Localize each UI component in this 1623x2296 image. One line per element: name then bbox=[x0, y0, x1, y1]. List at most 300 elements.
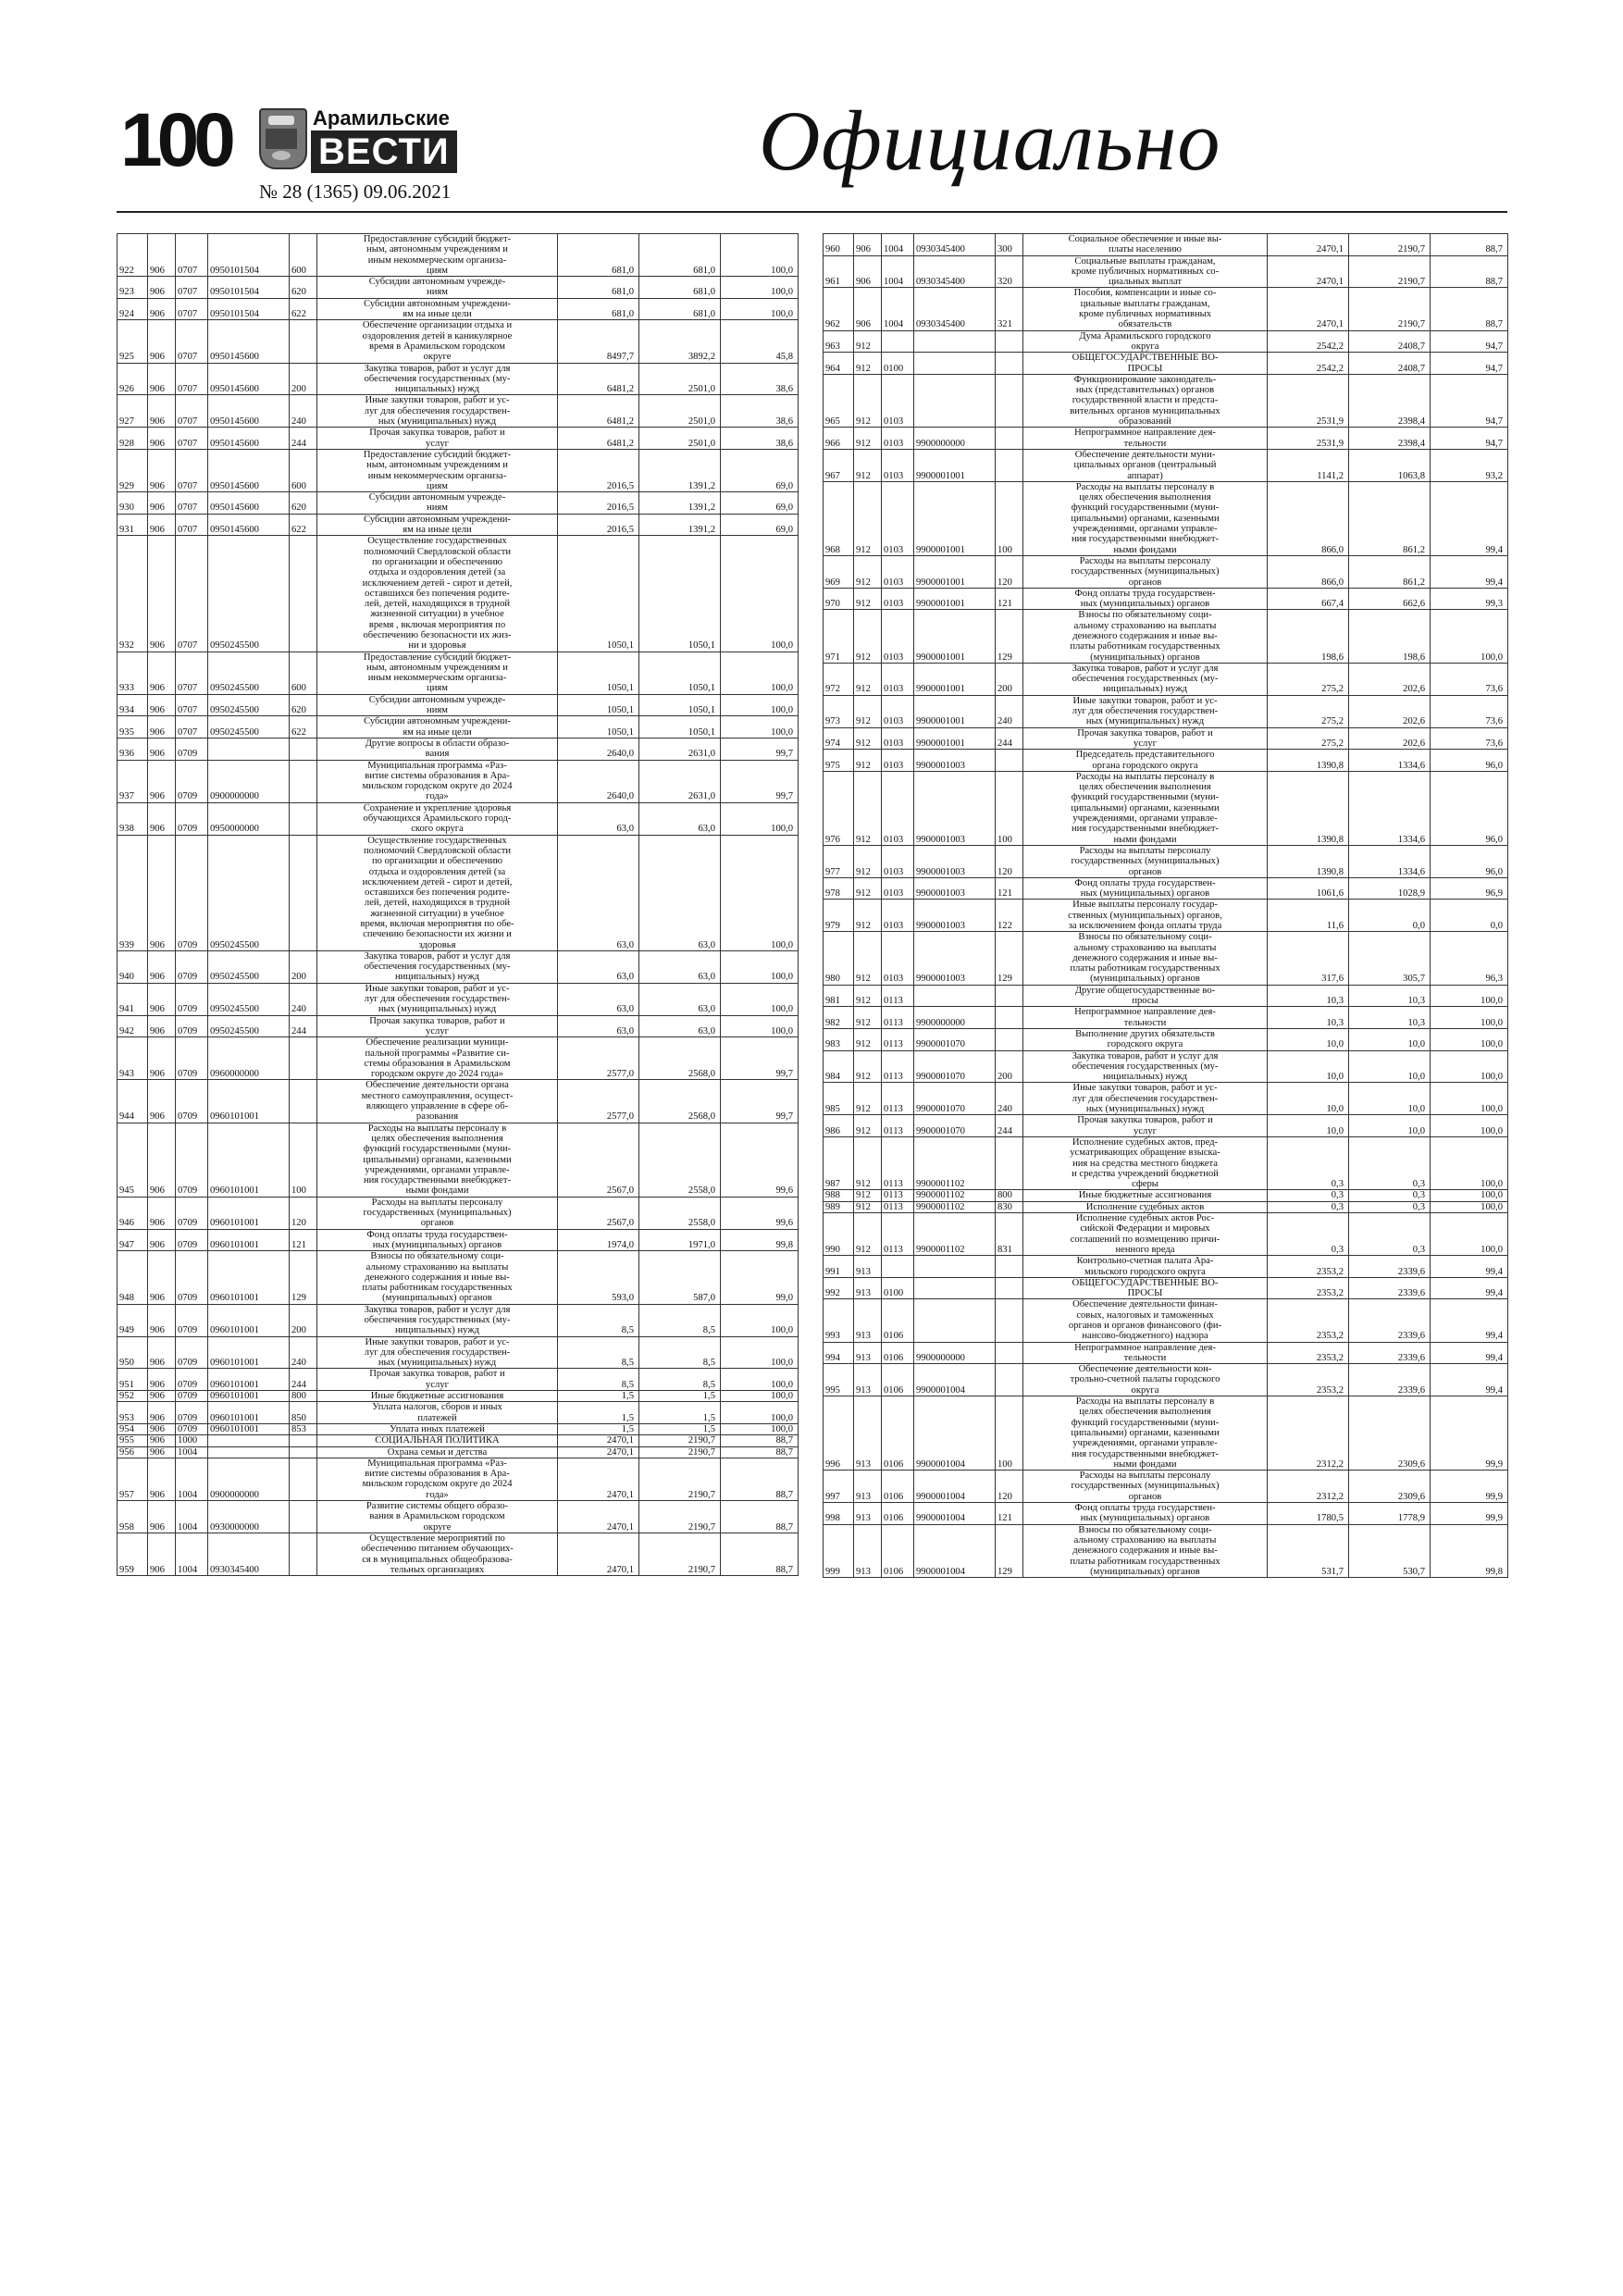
row-description: Закупка товаров, работ и услуг для обеспечения государственных (му- ниципальных) нужд bbox=[317, 363, 558, 395]
org-code: 912 bbox=[854, 1190, 882, 1201]
expense-type bbox=[996, 1256, 1023, 1278]
execution-percent: 88,7 bbox=[721, 1501, 799, 1533]
expense-type bbox=[290, 1533, 317, 1575]
table-row bbox=[824, 555, 1508, 588]
row-description: Пособия, компенсации и иные со- циальные выплаты гражданам, кроме публичных нормативных обязательств bbox=[1023, 288, 1268, 330]
table-row bbox=[118, 1229, 799, 1251]
planned-amount: 8,5 bbox=[558, 1336, 639, 1369]
planned-amount: 2531,9 bbox=[1268, 428, 1349, 450]
section-code: 0709 bbox=[176, 1336, 208, 1369]
execution-percent: 96,0 bbox=[1431, 845, 1508, 877]
planned-amount: 2577,0 bbox=[558, 1037, 639, 1080]
table-row bbox=[824, 353, 1508, 375]
row-description: Социальное обеспечение и иные вы- платы населению bbox=[1023, 234, 1268, 256]
section-code: 0707 bbox=[176, 694, 208, 716]
section-code: 0106 bbox=[882, 1299, 914, 1342]
expense-type: 129 bbox=[996, 1524, 1023, 1577]
org-code: 912 bbox=[854, 932, 882, 985]
right-column bbox=[823, 233, 1507, 1578]
expense-type: 850 bbox=[290, 1402, 317, 1424]
target-article: 9900001003 bbox=[914, 877, 996, 900]
execution-percent: 88,7 bbox=[721, 1435, 799, 1446]
row-number: 940 bbox=[118, 950, 148, 983]
actual-amount: 2398,4 bbox=[1349, 428, 1431, 450]
row-number: 983 bbox=[824, 1028, 854, 1050]
expense-type: 830 bbox=[996, 1201, 1023, 1212]
actual-amount: 2190,7 bbox=[639, 1446, 721, 1458]
target-article bbox=[914, 1277, 996, 1299]
actual-amount: 0,3 bbox=[1349, 1201, 1431, 1212]
target-article: 0900000000 bbox=[208, 760, 290, 802]
row-description: Обеспечение деятельности кон- трольно-счетной палаты городского округа bbox=[1023, 1364, 1268, 1396]
execution-percent: 99,7 bbox=[721, 738, 799, 760]
row-description: Расходы на выплаты персоналу государственных (муниципальных) органов bbox=[1023, 1471, 1268, 1503]
execution-percent: 99,3 bbox=[1431, 588, 1508, 610]
row-description: Взносы по обязательному соци- альному страхованию на выплаты денежного содержания и иные вы- платы работникам государственных (муниципальных) органов bbox=[317, 1251, 558, 1304]
target-article: 0960101001 bbox=[208, 1080, 290, 1123]
actual-amount: 2398,4 bbox=[1349, 374, 1431, 427]
planned-amount: 2470,1 bbox=[558, 1458, 639, 1500]
section-code: 0113 bbox=[882, 1007, 914, 1029]
expense-type: 244 bbox=[290, 1369, 317, 1391]
actual-amount: 1,5 bbox=[639, 1423, 721, 1434]
expense-type bbox=[290, 1501, 317, 1533]
org-code: 912 bbox=[854, 330, 882, 353]
row-description: Контрольно-счетная палата Ара- мильского городского округа bbox=[1023, 1256, 1268, 1278]
expense-type bbox=[996, 1007, 1023, 1029]
row-description: Сохранение и укрепление здоровья обучающихся Арамильского город- ского округа bbox=[317, 802, 558, 835]
planned-amount: 1974,0 bbox=[558, 1229, 639, 1251]
section-code: 0709 bbox=[176, 1037, 208, 1080]
execution-percent: 99,4 bbox=[1431, 555, 1508, 588]
target-article: 9900001102 bbox=[914, 1201, 996, 1212]
target-article bbox=[914, 1299, 996, 1342]
expense-type: 600 bbox=[290, 449, 317, 491]
row-number: 952 bbox=[118, 1391, 148, 1402]
org-code: 913 bbox=[854, 1256, 882, 1278]
org-code: 913 bbox=[854, 1364, 882, 1396]
table-row bbox=[824, 1201, 1508, 1212]
target-article: 0960000000 bbox=[208, 1037, 290, 1080]
logo-100: 100 bbox=[120, 98, 230, 182]
row-description: Дума Арамильского городского округа bbox=[1023, 330, 1268, 353]
row-number: 965 bbox=[824, 374, 854, 427]
target-article: 9900001003 bbox=[914, 845, 996, 877]
section-code: 0103 bbox=[882, 374, 914, 427]
row-number: 979 bbox=[824, 900, 854, 932]
target-article: 0950245500 bbox=[208, 716, 290, 738]
table-row bbox=[118, 760, 799, 802]
planned-amount: 0,3 bbox=[1268, 1136, 1349, 1189]
expense-type: 240 bbox=[290, 983, 317, 1015]
org-code: 913 bbox=[854, 1396, 882, 1471]
planned-amount: 10,0 bbox=[1268, 1028, 1349, 1050]
actual-amount: 63,0 bbox=[639, 802, 721, 835]
row-number: 939 bbox=[118, 835, 148, 950]
execution-percent: 100,0 bbox=[1431, 1115, 1508, 1137]
execution-percent: 100,0 bbox=[1431, 1190, 1508, 1201]
execution-percent: 99,8 bbox=[1431, 1524, 1508, 1577]
row-description: ОБЩЕГОСУДАРСТВЕННЫЕ ВО- ПРОСЫ bbox=[1023, 353, 1268, 375]
expense-type bbox=[996, 1028, 1023, 1050]
actual-amount: 662,6 bbox=[1349, 588, 1431, 610]
target-article: 9900001001 bbox=[914, 695, 996, 727]
execution-percent: 100,0 bbox=[721, 298, 799, 320]
execution-percent: 100,0 bbox=[721, 277, 799, 299]
planned-amount: 2470,1 bbox=[558, 1501, 639, 1533]
section-code: 0103 bbox=[882, 610, 914, 663]
planned-amount: 2312,2 bbox=[1268, 1396, 1349, 1471]
row-number: 951 bbox=[118, 1369, 148, 1391]
expense-type: 200 bbox=[290, 950, 317, 983]
execution-percent: 73,6 bbox=[1431, 663, 1508, 695]
table-row bbox=[118, 1446, 799, 1458]
org-code: 906 bbox=[148, 1080, 176, 1123]
expense-type: 244 bbox=[996, 727, 1023, 750]
expense-type bbox=[290, 738, 317, 760]
target-article: 9900001001 bbox=[914, 449, 996, 481]
actual-amount: 2309,6 bbox=[1349, 1471, 1431, 1503]
row-description: Прочая закупка товаров, работ и услуг bbox=[1023, 1115, 1268, 1137]
execution-percent: 99,6 bbox=[721, 1197, 799, 1229]
expense-type bbox=[290, 1435, 317, 1446]
row-description: Закупка товаров, работ и услуг для обеспечения государственных (му- ниципальных) нужд bbox=[317, 950, 558, 983]
actual-amount: 10,0 bbox=[1349, 1050, 1431, 1083]
row-description: Осуществление мероприятий по обеспечению питанием обучающих- ся в муниципальных общеобразова- тельных организациях bbox=[317, 1533, 558, 1575]
row-description: СОЦИАЛЬНАЯ ПОЛИТИКА bbox=[317, 1435, 558, 1446]
expense-type: 600 bbox=[290, 234, 317, 277]
expense-type: 300 bbox=[996, 234, 1023, 256]
execution-percent: 100,0 bbox=[721, 234, 799, 277]
expense-type: 129 bbox=[996, 610, 1023, 663]
target-article: 0960101001 bbox=[208, 1391, 290, 1402]
org-code: 913 bbox=[854, 1299, 882, 1342]
org-code: 906 bbox=[148, 1446, 176, 1458]
expense-type bbox=[996, 1277, 1023, 1299]
expense-type: 620 bbox=[290, 694, 317, 716]
section-code: 0106 bbox=[882, 1524, 914, 1577]
planned-amount: 63,0 bbox=[558, 1015, 639, 1037]
table-row bbox=[118, 1251, 799, 1304]
planned-amount: 2353,2 bbox=[1268, 1256, 1349, 1278]
issue-number: № 28 (1365) 09.06.2021 bbox=[259, 180, 452, 203]
org-code: 912 bbox=[854, 555, 882, 588]
row-number: 942 bbox=[118, 1015, 148, 1037]
planned-amount: 2470,1 bbox=[1268, 234, 1349, 256]
section-code: 1004 bbox=[176, 1501, 208, 1533]
row-number: 943 bbox=[118, 1037, 148, 1080]
section-code: 1004 bbox=[176, 1446, 208, 1458]
header-divider bbox=[117, 211, 1507, 213]
row-number: 981 bbox=[824, 985, 854, 1007]
execution-percent: 93,2 bbox=[1431, 449, 1508, 481]
table-row bbox=[824, 727, 1508, 750]
planned-amount: 2567,0 bbox=[558, 1197, 639, 1229]
table-row bbox=[118, 1402, 799, 1424]
table-row bbox=[824, 449, 1508, 481]
section-code: 0707 bbox=[176, 277, 208, 299]
expense-type: 121 bbox=[996, 877, 1023, 900]
execution-percent: 94,7 bbox=[1431, 330, 1508, 353]
expense-type bbox=[290, 1080, 317, 1123]
expense-type: 620 bbox=[290, 492, 317, 515]
row-description: Расходы на выплаты персоналу в целях обеспечения выполнения функций государственными (муни- ципальными) органами, казенными учреждениями, органами управле- ния государственными внебюджет- ными фондами bbox=[1023, 771, 1268, 845]
target-article bbox=[914, 353, 996, 375]
table-row bbox=[824, 1277, 1508, 1299]
section-code: 0103 bbox=[882, 449, 914, 481]
table-row bbox=[824, 330, 1508, 353]
expense-type: 122 bbox=[996, 900, 1023, 932]
row-number: 954 bbox=[118, 1423, 148, 1434]
target-article: 9900001102 bbox=[914, 1190, 996, 1201]
section-code: 0709 bbox=[176, 983, 208, 1015]
row-number: 988 bbox=[824, 1190, 854, 1201]
planned-amount: 6481,2 bbox=[558, 395, 639, 428]
actual-amount: 3892,2 bbox=[639, 320, 721, 363]
section-code: 0709 bbox=[176, 1197, 208, 1229]
target-article: 0950145600 bbox=[208, 320, 290, 363]
target-article: 0930345400 bbox=[914, 255, 996, 288]
actual-amount: 1334,6 bbox=[1349, 771, 1431, 845]
section-code: 0113 bbox=[882, 1083, 914, 1115]
target-article: 0950145600 bbox=[208, 395, 290, 428]
execution-percent: 99,4 bbox=[1431, 1299, 1508, 1342]
table-row bbox=[118, 1501, 799, 1533]
execution-percent: 99,7 bbox=[721, 1037, 799, 1080]
org-code: 906 bbox=[148, 1123, 176, 1197]
planned-amount: 866,0 bbox=[1268, 481, 1349, 555]
row-description: Закупка товаров, работ и услуг для обеспечения государственных (му- ниципальных) нужд bbox=[1023, 663, 1268, 695]
row-number: 992 bbox=[824, 1277, 854, 1299]
org-code: 912 bbox=[854, 845, 882, 877]
target-article: 9900001102 bbox=[914, 1213, 996, 1256]
section-code: 0709 bbox=[176, 1123, 208, 1197]
actual-amount: 2190,7 bbox=[639, 1458, 721, 1500]
row-description: Председатель представительного органа городского округа bbox=[1023, 750, 1268, 772]
planned-amount: 63,0 bbox=[558, 983, 639, 1015]
row-description: Иные бюджетные ассигнования bbox=[1023, 1190, 1268, 1201]
expense-type bbox=[996, 985, 1023, 1007]
table-row bbox=[118, 1336, 799, 1369]
org-code: 906 bbox=[148, 983, 176, 1015]
row-number: 932 bbox=[118, 536, 148, 652]
org-code: 906 bbox=[148, 1229, 176, 1251]
table-row bbox=[118, 1080, 799, 1123]
table-row bbox=[824, 481, 1508, 555]
section-code: 0707 bbox=[176, 492, 208, 515]
org-code: 906 bbox=[148, 428, 176, 450]
row-number: 922 bbox=[118, 234, 148, 277]
row-description: Другие вопросы в области образо- вания bbox=[317, 738, 558, 760]
planned-amount: 1050,1 bbox=[558, 652, 639, 694]
execution-percent: 99,9 bbox=[1431, 1503, 1508, 1525]
org-code: 912 bbox=[854, 1136, 882, 1189]
row-description: Расходы на выплаты персоналу государственных (муниципальных) органов bbox=[1023, 845, 1268, 877]
execution-percent: 96,0 bbox=[1431, 750, 1508, 772]
org-code: 906 bbox=[148, 395, 176, 428]
section-code: 0113 bbox=[882, 1115, 914, 1137]
expense-type bbox=[290, 536, 317, 652]
section-code: 0103 bbox=[882, 932, 914, 985]
planned-amount: 8,5 bbox=[558, 1369, 639, 1391]
row-number: 949 bbox=[118, 1304, 148, 1336]
section-code: 0106 bbox=[882, 1342, 914, 1364]
actual-amount: 2501,0 bbox=[639, 428, 721, 450]
section-code: 0106 bbox=[882, 1396, 914, 1471]
planned-amount: 2353,2 bbox=[1268, 1299, 1349, 1342]
target-article: 9900001004 bbox=[914, 1524, 996, 1577]
table-row bbox=[118, 234, 799, 277]
org-code: 912 bbox=[854, 1115, 882, 1137]
table-row bbox=[824, 932, 1508, 985]
target-article: 0950245500 bbox=[208, 950, 290, 983]
table-row bbox=[824, 1115, 1508, 1137]
org-code: 913 bbox=[854, 1342, 882, 1364]
section-code: 0707 bbox=[176, 363, 208, 395]
expense-type: 129 bbox=[996, 932, 1023, 985]
execution-percent: 38,6 bbox=[721, 363, 799, 395]
section-code: 1004 bbox=[882, 255, 914, 288]
actual-amount: 0,3 bbox=[1349, 1213, 1431, 1256]
org-code: 906 bbox=[148, 835, 176, 950]
row-description: Осуществление государственных полномочий Свердловской области по организации и обеспечению отдыха и оздоровления детей (за исключением детей - сирот и детей, оставшихся без попечения родите- лей, детей, находящихся в трудной жизненной ситуации) в учебное время , включая мероприятия по обеспечению безопасности их жиз- ни и здоровья bbox=[317, 536, 558, 652]
execution-percent: 88,7 bbox=[721, 1458, 799, 1500]
planned-amount: 681,0 bbox=[558, 277, 639, 299]
execution-percent: 100,0 bbox=[721, 1423, 799, 1434]
execution-percent: 96,0 bbox=[1431, 771, 1508, 845]
row-description: Фонд оплаты труда государствен- ных (муниципальных) органов bbox=[317, 1229, 558, 1251]
execution-percent: 100,0 bbox=[1431, 1050, 1508, 1083]
row-number: 946 bbox=[118, 1197, 148, 1229]
execution-percent: 100,0 bbox=[1431, 1028, 1508, 1050]
row-description: Расходы на выплаты персоналу государственных (муниципальных) органов bbox=[1023, 555, 1268, 588]
planned-amount: 2470,1 bbox=[558, 1446, 639, 1458]
expense-type: 244 bbox=[290, 1015, 317, 1037]
section-code: 1004 bbox=[882, 288, 914, 330]
section-code: 0709 bbox=[176, 1369, 208, 1391]
section-code: 0103 bbox=[882, 877, 914, 900]
expense-type bbox=[290, 1458, 317, 1500]
execution-percent: 100,0 bbox=[721, 652, 799, 694]
target-article bbox=[914, 330, 996, 353]
row-number: 961 bbox=[824, 255, 854, 288]
section-code: 0103 bbox=[882, 695, 914, 727]
row-number: 926 bbox=[118, 363, 148, 395]
section-code: 0103 bbox=[882, 771, 914, 845]
table-row bbox=[824, 288, 1508, 330]
execution-percent: 99,4 bbox=[1431, 1277, 1508, 1299]
target-article: 9900001001 bbox=[914, 727, 996, 750]
target-article: 9900001004 bbox=[914, 1364, 996, 1396]
section-code: 0709 bbox=[176, 1402, 208, 1424]
row-number: 927 bbox=[118, 395, 148, 428]
row-number: 995 bbox=[824, 1364, 854, 1396]
actual-amount: 305,7 bbox=[1349, 932, 1431, 985]
table-row bbox=[824, 1028, 1508, 1050]
target-article: 0950145600 bbox=[208, 449, 290, 491]
section-code bbox=[882, 1256, 914, 1278]
row-description: Непрограммное направление дея- тельности bbox=[1023, 1342, 1268, 1364]
row-number: 959 bbox=[118, 1533, 148, 1575]
org-code: 906 bbox=[148, 1251, 176, 1304]
actual-amount: 8,5 bbox=[639, 1304, 721, 1336]
planned-amount: 2640,0 bbox=[558, 738, 639, 760]
planned-amount: 10,0 bbox=[1268, 1115, 1349, 1137]
table-row bbox=[824, 1256, 1508, 1278]
planned-amount: 681,0 bbox=[558, 234, 639, 277]
budget-table-left bbox=[117, 233, 799, 1576]
execution-percent: 99,6 bbox=[721, 1123, 799, 1197]
row-number: 957 bbox=[118, 1458, 148, 1500]
table-row bbox=[118, 716, 799, 738]
expense-type: 244 bbox=[996, 1115, 1023, 1137]
section-code: 0113 bbox=[882, 1213, 914, 1256]
actual-amount: 2568,0 bbox=[639, 1037, 721, 1080]
row-description: Прочая закупка товаров, работ и услуг bbox=[1023, 727, 1268, 750]
row-description: Уплата налогов, сборов и иных платежей bbox=[317, 1402, 558, 1424]
expense-type bbox=[996, 1364, 1023, 1396]
org-code: 906 bbox=[148, 716, 176, 738]
actual-amount: 63,0 bbox=[639, 835, 721, 950]
target-article: 0960101001 bbox=[208, 1336, 290, 1369]
planned-amount: 1061,6 bbox=[1268, 877, 1349, 900]
org-code: 906 bbox=[148, 1501, 176, 1533]
row-description: Непрограммное направление дея- тельности bbox=[1023, 1007, 1268, 1029]
table-row bbox=[118, 950, 799, 983]
row-description: Иные закупки товаров, работ и ус- луг для обеспечения государствен- ных (муниципальных) нужд bbox=[1023, 695, 1268, 727]
section-code: 0113 bbox=[882, 1136, 914, 1189]
section-code: 0103 bbox=[882, 428, 914, 450]
target-article: 0930345400 bbox=[914, 288, 996, 330]
target-article bbox=[208, 1435, 290, 1446]
expense-type: 100 bbox=[996, 771, 1023, 845]
org-code: 906 bbox=[148, 1304, 176, 1336]
execution-percent: 73,6 bbox=[1431, 695, 1508, 727]
planned-amount: 198,6 bbox=[1268, 610, 1349, 663]
section-code: 0707 bbox=[176, 428, 208, 450]
row-description: Другие общегосударственные во- просы bbox=[1023, 985, 1268, 1007]
coat-of-arms-icon bbox=[259, 108, 307, 169]
row-description: Выполнение других обязательств городского округа bbox=[1023, 1028, 1268, 1050]
section-code: 1004 bbox=[176, 1533, 208, 1575]
org-code: 912 bbox=[854, 353, 882, 375]
org-code: 906 bbox=[148, 1435, 176, 1446]
expense-type: 200 bbox=[290, 1304, 317, 1336]
row-description: Фонд оплаты труда государствен- ных (муниципальных) органов bbox=[1023, 1503, 1268, 1525]
execution-percent: 100,0 bbox=[1431, 610, 1508, 663]
row-number: 977 bbox=[824, 845, 854, 877]
table-row bbox=[824, 1007, 1508, 1029]
row-number: 958 bbox=[118, 1501, 148, 1533]
row-description: Прочая закупка товаров, работ и услуг bbox=[317, 1015, 558, 1037]
expense-type bbox=[996, 428, 1023, 450]
execution-percent: 99,4 bbox=[1431, 481, 1508, 555]
table-row bbox=[118, 395, 799, 428]
planned-amount: 11,6 bbox=[1268, 900, 1349, 932]
planned-amount: 1,5 bbox=[558, 1402, 639, 1424]
row-number: 996 bbox=[824, 1396, 854, 1471]
section-code: 0103 bbox=[882, 555, 914, 588]
table-row bbox=[118, 652, 799, 694]
section-title: Официально bbox=[759, 93, 1221, 188]
target-article: 9900000000 bbox=[914, 428, 996, 450]
actual-amount: 202,6 bbox=[1349, 663, 1431, 695]
actual-amount: 2568,0 bbox=[639, 1080, 721, 1123]
execution-percent: 100,0 bbox=[721, 950, 799, 983]
execution-percent: 100,0 bbox=[721, 716, 799, 738]
row-description: Субсидии автономным учреждени- ям на иные цели bbox=[317, 716, 558, 738]
row-number: 969 bbox=[824, 555, 854, 588]
